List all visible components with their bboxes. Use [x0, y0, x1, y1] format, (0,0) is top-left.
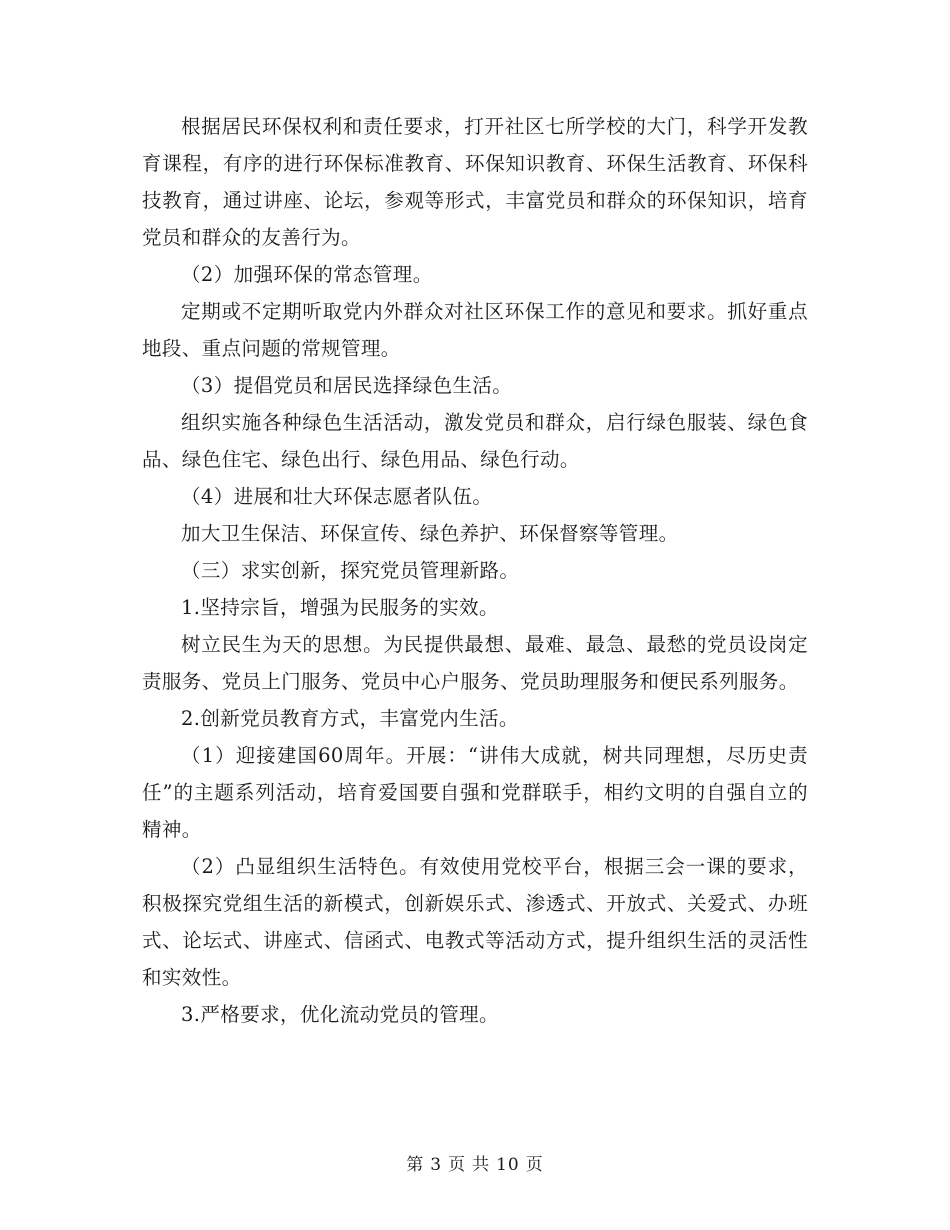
footer-total-word: 共 [472, 1155, 491, 1175]
paragraph-6: （4）进展和壮大环保志愿者队伍。 [181, 485, 493, 508]
paragraph-1: 根据居民环保权利和责任要求，打开社区七所学校的大门，科学开发教育课程，有序的进行环保标准教育、环保知识教育、环保生活教育、环保科技教育，通过讲座、论坛，参观等形式，丰富党员和群众的环保知识，培育党员和群众的友善行为。 [142, 115, 808, 249]
paragraph-12: （1）迎接建国60周年。开展：“讲伟大成就，树共同理想，尽历史责任”的主题系列活动，培育爱国要自强和党群联手，相约文明的自强自立的精神。 [142, 744, 808, 841]
paragraph-14: 3.严格要求，优化流动党员的管理。 [181, 1003, 499, 1026]
paragraph-10: 树立民生为天的思想。为民提供最想、最难、最急、最愁的党员设岗定责服务、党员上门服务、党员中心户服务、党员助理服务和便民系列服务。 [142, 633, 808, 693]
footer-page-word: 页 [448, 1155, 467, 1175]
paragraph-8: （三）求实创新，探究党员管理新路。 [181, 559, 520, 582]
footer-suffix: 页 [525, 1155, 544, 1175]
paragraph-4: （3）提倡党员和居民选择绿色生活。 [181, 374, 513, 397]
paragraph-13: （2）凸显组织生活特色。有效使用党校平台，根据三会一课的要求，积极探究党组生活的新模式，创新娱乐式、渗透式、开放式、关爱式、办班式、论坛式、讲座式、信函式、电教式等活动方式，提升组织生活的灵活性和实效性。 [142, 855, 808, 989]
page-footer [0, 1150, 950, 1175]
footer-total-pages: 10 [496, 1155, 520, 1175]
footer-prefix: 第 [406, 1155, 425, 1175]
paragraph-3: 定期或不定期听取党内外群众对社区环保工作的意见和要求。抓好重点地段、重点问题的常规管理。 [142, 300, 808, 360]
paragraph-5: 组织实施各种绿色生活活动，激发党员和群众，启行绿色服装、绿色食品、绿色住宅、绿色出行、绿色用品、绿色行动。 [142, 411, 808, 471]
paragraph-7: 加大卫生保洁、环保宣传、绿色养护、环保督察等管理。 [181, 522, 679, 545]
paragraph-9: 1.坚持宗旨，增强为民服务的实效。 [181, 596, 499, 619]
paragraph-2: （2）加强环保的常态管理。 [181, 263, 433, 286]
footer-current-page: 3 [430, 1155, 443, 1175]
paragraph-11: 2.创新党员教育方式，丰富党内生活。 [181, 707, 519, 730]
document-body [142, 108, 808, 1033]
